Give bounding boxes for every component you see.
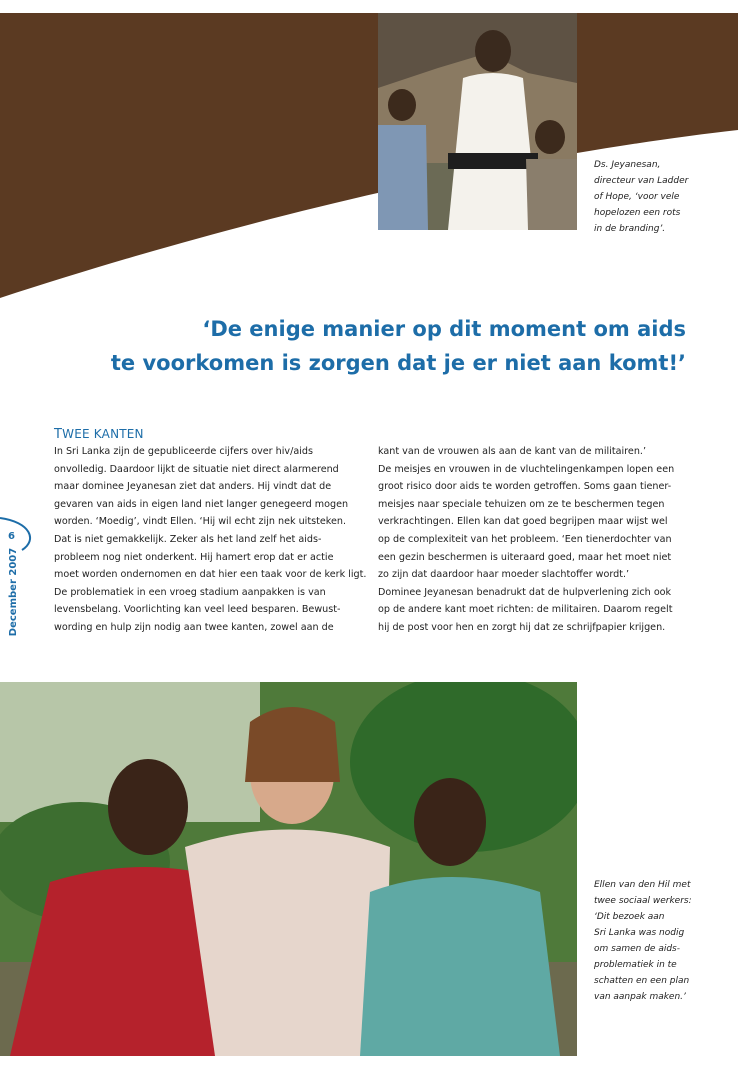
text-line: hij de post voor hen en zorgt hij dat ze schrijfpapier krijgen. xyxy=(378,621,666,633)
caption-line: problematiek in te xyxy=(594,960,677,970)
text-line: De problematiek in een vroeg stadium aanpakken is van xyxy=(54,586,326,598)
text-line: Dominee Jeyanesan benadrukt dat de hulpverlening zich ook xyxy=(378,586,672,598)
caption-line: ‘Dit bezoek aan xyxy=(594,912,665,922)
caption-line: schatten en een plan xyxy=(594,976,690,986)
page-number: 6 xyxy=(8,531,15,542)
brown-banner xyxy=(0,0,738,310)
caption-line: van aanpak maken.’ xyxy=(594,992,686,1002)
pull-quote xyxy=(100,312,686,380)
caption-line: hopelozen een rots xyxy=(594,208,681,218)
text-line: op de andere kant moet richten: de militairen. Daarom regelt xyxy=(378,604,673,616)
text-line: onvolledig. Daardoor lijkt de situatie niet direct alarmerend xyxy=(54,463,339,475)
text-line: groot risico door aids te worden getroffen. Soms gaan tiener- xyxy=(378,481,672,493)
text-line: verkrachtingen. Ellen kan dat goed begrijpen maar wijst wel xyxy=(378,516,668,528)
text-line: gevaren van aids in eigen land niet langer genegeerd mogen xyxy=(54,498,349,510)
text-line: een gezin beschermen is uiteraard goed, maar het moet niet xyxy=(378,551,672,563)
caption-line: twee sociaal werkers: xyxy=(594,896,692,906)
caption-line: directeur van Ladder xyxy=(594,176,689,186)
caption-line: Sri Lanka was nodig xyxy=(594,928,685,938)
text-line: worden. ‘Moedig’, vindt Ellen. ‘Hij wil echt zijn nek uitsteken. xyxy=(54,516,346,528)
caption-line: Ds. Jeyanesan, xyxy=(594,160,661,170)
text-line: wording en hulp zijn nodig aan twee kanten, zowel aan de xyxy=(54,621,334,633)
caption-top-photo xyxy=(594,157,714,237)
article-column-right xyxy=(378,443,678,637)
text-line: zo zijn dat daardoor haar moeder slachtoffer wordt.’ xyxy=(378,569,630,581)
text-line: In Sri Lanka zijn de gepubliceerde cijfers over hiv/aids xyxy=(54,446,313,457)
text-line: probleem nog niet onderkent. Hij hamert erop dat er actie xyxy=(54,551,334,563)
issue-date: December 2007 xyxy=(8,547,19,637)
text-line: maar dominee Jeyanesan ziet dat anders. Hij vindt dat de xyxy=(54,481,332,493)
text-line: Dat is niet gemakkelijk. Zeker als het land zelf het aids- xyxy=(54,533,322,545)
pull-quote-line-1: ‘De enige manier op dit moment om aids xyxy=(202,317,686,341)
caption-line: in de branding’. xyxy=(594,224,666,234)
text-line: meisjes naar speciale tehuizen om ze te beschermen tegen xyxy=(378,498,665,510)
caption-line: om samen de aids- xyxy=(594,944,680,954)
article-column-left xyxy=(54,443,367,637)
caption-bottom-photo xyxy=(594,877,714,1005)
text-line: moet worden ondernomen en dat hier een taak voor de kerk ligt. xyxy=(54,569,367,581)
caption-line: of Hope, ‘voor vele xyxy=(594,192,680,202)
section-heading xyxy=(54,427,144,442)
text-line: op de complexiteit van het probleem. ‘Een tienerdochter van xyxy=(378,533,672,545)
photo-jeyanesan xyxy=(378,13,577,230)
text-line: De meisjes en vrouwen in de vluchtelingenkampen lopen een xyxy=(378,463,675,475)
photo-ellen-social-workers xyxy=(0,682,577,1056)
section-heading-rest: WEE KANTEN xyxy=(62,427,144,441)
text-line: kant van de vrouwen als aan de kant van de militairen.’ xyxy=(378,446,646,457)
pull-quote-line-2: te voorkomen is zorgen dat je er niet aan komt!’ xyxy=(110,351,686,375)
caption-line: Ellen van den Hil met xyxy=(594,880,691,890)
text-line: levensbelang. Voorlichting kan veel leed besparen. Bewust- xyxy=(54,604,341,616)
section-heading-initial: T xyxy=(54,427,63,442)
